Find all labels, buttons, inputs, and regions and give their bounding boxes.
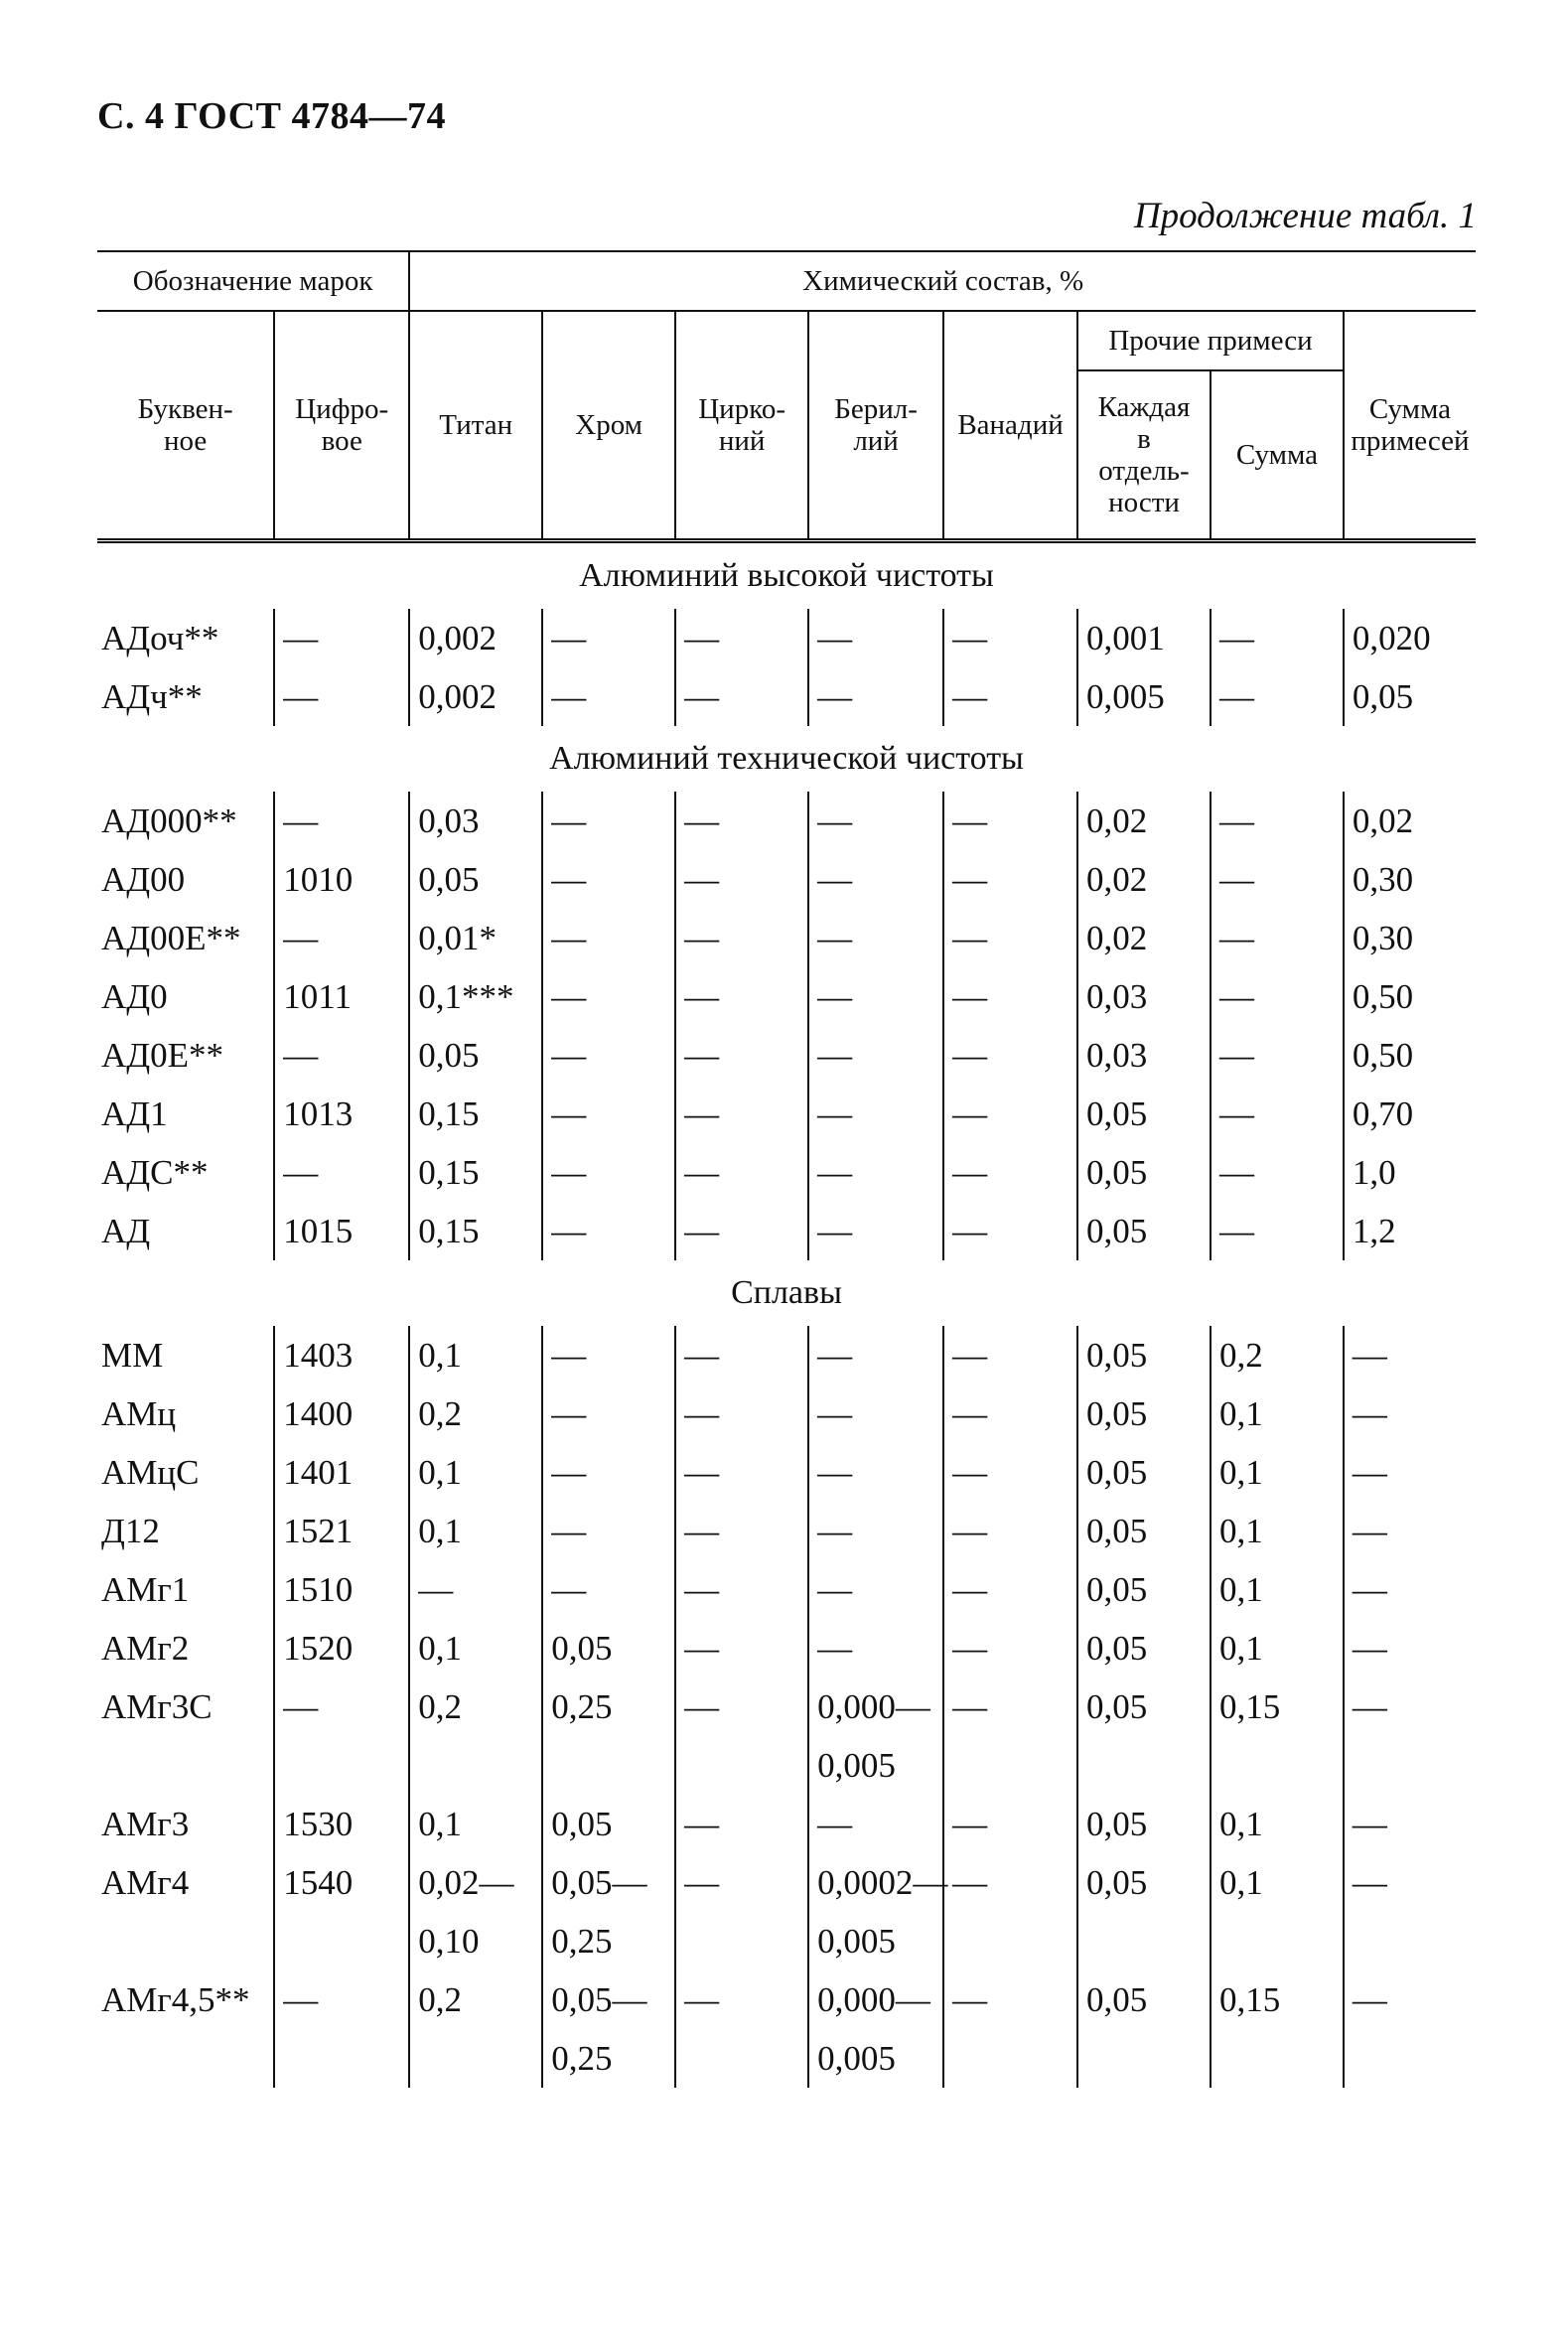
cell-vanadium: — bbox=[943, 1143, 1077, 1202]
section-title: Алюминий высокой чистоты bbox=[579, 557, 994, 594]
cell-chromium: 0,25 bbox=[542, 1912, 675, 1970]
table-row bbox=[97, 1443, 1476, 1502]
section-header-row bbox=[97, 726, 1476, 792]
cell-vanadium: — bbox=[943, 1677, 1077, 1736]
table-row bbox=[97, 909, 1476, 967]
cell-zirconium: — bbox=[675, 1202, 808, 1260]
cell-chromium: — bbox=[542, 909, 675, 967]
table-row bbox=[97, 1736, 1476, 1795]
table-row bbox=[97, 1560, 1476, 1619]
cell-each-separately: 0,02 bbox=[1077, 850, 1211, 909]
cell-sum-impurities bbox=[1344, 1736, 1476, 1795]
cell-letter: Д12 bbox=[101, 1511, 160, 1550]
table-row bbox=[97, 1143, 1476, 1202]
cell-digital: 1401 bbox=[274, 1443, 409, 1502]
cell-titanium: 0,1 bbox=[409, 1326, 542, 1385]
cell-sum-impurities: 1,0 bbox=[1344, 1143, 1476, 1202]
cell-sum: 0,1 bbox=[1211, 1853, 1344, 1912]
cell-beryllium: 0,005 bbox=[808, 1736, 943, 1795]
header-each-separately: Каждая в отдель- ности bbox=[1077, 370, 1211, 541]
cell-each-separately: 0,05 bbox=[1077, 1085, 1211, 1143]
cell-vanadium: — bbox=[943, 1795, 1077, 1853]
cell-zirconium: — bbox=[675, 1677, 808, 1736]
cell-digital: 1530 bbox=[274, 1795, 409, 1853]
cell-vanadium: — bbox=[943, 1502, 1077, 1560]
cell-sum-impurities: — bbox=[1344, 1443, 1476, 1502]
cell-chromium: 0,05 bbox=[542, 1619, 675, 1677]
table-row bbox=[97, 609, 1476, 667]
cell-letter bbox=[97, 1912, 274, 1970]
cell-titanium: 0,15 bbox=[409, 1143, 542, 1202]
cell-sum-impurities: 0,020 bbox=[1344, 609, 1476, 667]
cell-each-separately: 0,05 bbox=[1077, 1502, 1211, 1560]
cell-digital: — bbox=[274, 909, 409, 967]
cell-sum: 0,1 bbox=[1211, 1502, 1344, 1560]
cell-digital: 1013 bbox=[274, 1085, 409, 1143]
cell-beryllium: — bbox=[808, 1143, 943, 1202]
cell-each-separately: 0,03 bbox=[1077, 967, 1211, 1026]
cell-chromium: — bbox=[542, 1326, 675, 1385]
table-row bbox=[97, 1970, 1476, 2029]
cell-sum-impurities bbox=[1344, 2029, 1476, 2088]
cell-digital: 1400 bbox=[274, 1385, 409, 1443]
cell-digital: — bbox=[274, 1026, 409, 1085]
cell-each-separately: 0,05 bbox=[1077, 1853, 1211, 1912]
table-row bbox=[97, 1677, 1476, 1736]
cell-digital: — bbox=[274, 792, 409, 850]
cell-titanium: 0,1 bbox=[409, 1443, 542, 1502]
cell-letter bbox=[97, 1736, 274, 1795]
cell-sum bbox=[1211, 1912, 1344, 1970]
cell-chromium: 0,05— bbox=[542, 1853, 675, 1912]
cell-each-separately: 0,02 bbox=[1077, 909, 1211, 967]
cell-each-separately: 0,05 bbox=[1077, 1202, 1211, 1260]
cell-vanadium: — bbox=[943, 909, 1077, 967]
cell-digital: — bbox=[274, 609, 409, 667]
cell-zirconium: — bbox=[675, 1795, 808, 1853]
table-row bbox=[97, 1502, 1476, 1560]
cell-vanadium: — bbox=[943, 792, 1077, 850]
cell-chromium: — bbox=[542, 1443, 675, 1502]
cell-digital: 1540 bbox=[274, 1853, 409, 1912]
cell-sum: — bbox=[1211, 1085, 1344, 1143]
header-vanadium: Ванадий bbox=[943, 311, 1077, 541]
cell-each-separately: 0,05 bbox=[1077, 1443, 1211, 1502]
cell-vanadium: — bbox=[943, 667, 1077, 726]
cell-digital: 1015 bbox=[274, 1202, 409, 1260]
header-beryllium: Берил- лий bbox=[808, 311, 943, 541]
cell-letter: АДоч** bbox=[101, 618, 219, 657]
cell-digital bbox=[274, 2029, 409, 2088]
cell-each-separately bbox=[1077, 1736, 1211, 1795]
cell-beryllium: — bbox=[808, 1085, 943, 1143]
section-header-row bbox=[97, 1260, 1476, 1326]
cell-each-separately: 0,005 bbox=[1077, 667, 1211, 726]
cell-beryllium: — bbox=[808, 1619, 943, 1677]
cell-each-separately: 0,05 bbox=[1077, 1326, 1211, 1385]
cell-sum: — bbox=[1211, 792, 1344, 850]
cell-sum: 0,1 bbox=[1211, 1619, 1344, 1677]
cell-vanadium: — bbox=[943, 1326, 1077, 1385]
cell-beryllium: 0,005 bbox=[808, 1912, 943, 1970]
cell-letter: АМг4 bbox=[101, 1862, 190, 1902]
cell-chromium: 0,25 bbox=[542, 2029, 675, 2088]
cell-titanium: 0,03 bbox=[409, 792, 542, 850]
cell-zirconium: — bbox=[675, 850, 808, 909]
cell-titanium: 0,1 bbox=[409, 1502, 542, 1560]
cell-chromium: — bbox=[542, 609, 675, 667]
cell-titanium: 0,002 bbox=[409, 609, 542, 667]
cell-digital: — bbox=[274, 1970, 409, 2029]
cell-zirconium bbox=[675, 2029, 808, 2088]
cell-vanadium: — bbox=[943, 1202, 1077, 1260]
cell-digital: 1403 bbox=[274, 1326, 409, 1385]
cell-vanadium: — bbox=[943, 1970, 1077, 2029]
cell-titanium bbox=[409, 1736, 542, 1795]
cell-letter: АМг3С bbox=[101, 1686, 213, 1726]
cell-beryllium: — bbox=[808, 1326, 943, 1385]
cell-vanadium bbox=[943, 1912, 1077, 1970]
cell-vanadium: — bbox=[943, 967, 1077, 1026]
header-titanium: Титан bbox=[409, 311, 542, 541]
cell-zirconium: — bbox=[675, 1085, 808, 1143]
cell-beryllium: — bbox=[808, 1795, 943, 1853]
cell-digital bbox=[274, 1912, 409, 1970]
cell-sum-impurities: 0,05 bbox=[1344, 667, 1476, 726]
cell-sum: — bbox=[1211, 667, 1344, 726]
cell-digital: 1521 bbox=[274, 1502, 409, 1560]
cell-vanadium: — bbox=[943, 609, 1077, 667]
cell-letter: АД0 bbox=[101, 976, 168, 1016]
cell-sum: 0,1 bbox=[1211, 1560, 1344, 1619]
cell-each-separately: 0,02 bbox=[1077, 792, 1211, 850]
cell-beryllium: 0,000— bbox=[808, 1677, 943, 1736]
cell-titanium: 0,05 bbox=[409, 1026, 542, 1085]
cell-titanium: 0,05 bbox=[409, 850, 542, 909]
cell-zirconium: — bbox=[675, 1502, 808, 1560]
cell-each-separately: 0,05 bbox=[1077, 1677, 1211, 1736]
cell-digital: 1011 bbox=[274, 967, 409, 1026]
cell-sum-impurities bbox=[1344, 1912, 1476, 1970]
cell-each-separately: 0,05 bbox=[1077, 1795, 1211, 1853]
header-sum: Сумма bbox=[1211, 370, 1344, 541]
cell-beryllium: 0,005 bbox=[808, 2029, 943, 2088]
cell-vanadium: — bbox=[943, 1619, 1077, 1677]
cell-chromium: — bbox=[542, 967, 675, 1026]
cell-titanium: 0,1 bbox=[409, 1795, 542, 1853]
cell-zirconium: — bbox=[675, 792, 808, 850]
cell-digital: — bbox=[274, 1677, 409, 1736]
table-row bbox=[97, 1385, 1476, 1443]
cell-letter: АМцС bbox=[101, 1452, 200, 1492]
cell-zirconium: — bbox=[675, 1619, 808, 1677]
cell-titanium: 0,2 bbox=[409, 1970, 542, 2029]
table-row bbox=[97, 1326, 1476, 1385]
cell-sum-impurities: 0,30 bbox=[1344, 850, 1476, 909]
cell-chromium: — bbox=[542, 792, 675, 850]
cell-letter: АДч** bbox=[101, 676, 203, 716]
cell-titanium: 0,002 bbox=[409, 667, 542, 726]
cell-titanium: 0,02— bbox=[409, 1853, 542, 1912]
cell-sum-impurities: — bbox=[1344, 1853, 1476, 1912]
cell-zirconium: — bbox=[675, 1560, 808, 1619]
cell-vanadium: — bbox=[943, 1026, 1077, 1085]
cell-chromium: 0,05— bbox=[542, 1970, 675, 2029]
cell-beryllium: — bbox=[808, 909, 943, 967]
cell-letter: АМг3 bbox=[101, 1804, 190, 1843]
cell-digital: 1010 bbox=[274, 850, 409, 909]
table-row bbox=[97, 1853, 1476, 1912]
table-row bbox=[97, 1202, 1476, 1260]
cell-zirconium: — bbox=[675, 1853, 808, 1912]
cell-beryllium: — bbox=[808, 1026, 943, 1085]
cell-beryllium: — bbox=[808, 667, 943, 726]
cell-sum: — bbox=[1211, 967, 1344, 1026]
cell-digital bbox=[274, 1736, 409, 1795]
table-row bbox=[97, 967, 1476, 1026]
cell-sum-impurities: — bbox=[1344, 1795, 1476, 1853]
table-row bbox=[97, 1912, 1476, 1970]
cell-sum: — bbox=[1211, 1026, 1344, 1085]
cell-chromium: — bbox=[542, 1560, 675, 1619]
cell-sum: 0,1 bbox=[1211, 1795, 1344, 1853]
cell-sum bbox=[1211, 1736, 1344, 1795]
cell-sum-impurities: — bbox=[1344, 1619, 1476, 1677]
cell-sum-impurities: 0,50 bbox=[1344, 1026, 1476, 1085]
cell-letter: АД bbox=[101, 1211, 151, 1250]
cell-zirconium: — bbox=[675, 1385, 808, 1443]
table-row bbox=[97, 792, 1476, 850]
cell-titanium bbox=[409, 2029, 542, 2088]
cell-letter: АМг4,5** bbox=[101, 1979, 250, 2019]
cell-sum: — bbox=[1211, 909, 1344, 967]
cell-titanium: 0,2 bbox=[409, 1677, 542, 1736]
cell-beryllium: — bbox=[808, 967, 943, 1026]
cell-letter: АМг2 bbox=[101, 1628, 190, 1668]
cell-sum: — bbox=[1211, 1143, 1344, 1202]
cell-chromium: — bbox=[542, 850, 675, 909]
cell-each-separately: 0,001 bbox=[1077, 609, 1211, 667]
cell-zirconium: — bbox=[675, 967, 808, 1026]
header-chromium: Хром bbox=[542, 311, 675, 541]
cell-letter: АМг1 bbox=[101, 1569, 190, 1609]
cell-each-separately bbox=[1077, 1912, 1211, 1970]
cell-chromium: — bbox=[542, 1202, 675, 1260]
cell-each-separately: 0,05 bbox=[1077, 1560, 1211, 1619]
cell-letter: АД0Е** bbox=[101, 1035, 224, 1075]
cell-titanium: 0,10 bbox=[409, 1912, 542, 1970]
cell-sum-impurities: 1,2 bbox=[1344, 1202, 1476, 1260]
cell-titanium: 0,01* bbox=[409, 909, 542, 967]
cell-sum-impurities: — bbox=[1344, 1502, 1476, 1560]
cell-sum: 0,1 bbox=[1211, 1443, 1344, 1502]
cell-vanadium: — bbox=[943, 850, 1077, 909]
cell-letter: АД00 bbox=[101, 859, 186, 899]
cell-titanium: 0,15 bbox=[409, 1085, 542, 1143]
cell-vanadium: — bbox=[943, 1560, 1077, 1619]
cell-zirconium: — bbox=[675, 1026, 808, 1085]
cell-titanium: 0,1*** bbox=[409, 967, 542, 1026]
cell-sum: — bbox=[1211, 1202, 1344, 1260]
cell-zirconium: — bbox=[675, 609, 808, 667]
cell-each-separately: 0,03 bbox=[1077, 1026, 1211, 1085]
cell-titanium: 0,1 bbox=[409, 1619, 542, 1677]
cell-vanadium: — bbox=[943, 1443, 1077, 1502]
cell-zirconium: — bbox=[675, 1443, 808, 1502]
cell-sum: 0,1 bbox=[1211, 1385, 1344, 1443]
cell-beryllium: — bbox=[808, 1560, 943, 1619]
cell-chromium: — bbox=[542, 667, 675, 726]
cell-beryllium: — bbox=[808, 850, 943, 909]
table-row bbox=[97, 667, 1476, 726]
section-title: Сплавы bbox=[731, 1274, 842, 1311]
cell-zirconium bbox=[675, 1912, 808, 1970]
cell-letter bbox=[97, 2029, 274, 2088]
cell-letter: АД000** bbox=[101, 801, 237, 840]
cell-letter: АДС** bbox=[101, 1152, 209, 1192]
header-digital: Цифро- вое bbox=[274, 311, 409, 541]
cell-sum-impurities: 0,70 bbox=[1344, 1085, 1476, 1143]
cell-sum-impurities: 0,50 bbox=[1344, 967, 1476, 1026]
cell-each-separately bbox=[1077, 2029, 1211, 2088]
cell-zirconium: — bbox=[675, 1970, 808, 2029]
section-header-row bbox=[97, 541, 1476, 610]
section-title: Алюминий технической чистоты bbox=[549, 740, 1024, 777]
page-header: С. 4 ГОСТ 4784—74 bbox=[97, 95, 446, 137]
cell-beryllium: — bbox=[808, 1502, 943, 1560]
cell-sum-impurities: 0,30 bbox=[1344, 909, 1476, 967]
composition-table bbox=[97, 250, 1476, 2088]
cell-vanadium: — bbox=[943, 1385, 1077, 1443]
header-other-impurities: Прочие примеси bbox=[1077, 311, 1344, 370]
cell-titanium: 0,2 bbox=[409, 1385, 542, 1443]
cell-sum-impurities: — bbox=[1344, 1326, 1476, 1385]
cell-letter: АД1 bbox=[101, 1093, 168, 1133]
cell-vanadium bbox=[943, 2029, 1077, 2088]
cell-chromium: — bbox=[542, 1385, 675, 1443]
cell-sum-impurities: — bbox=[1344, 1677, 1476, 1736]
cell-sum: — bbox=[1211, 609, 1344, 667]
cell-sum: — bbox=[1211, 850, 1344, 909]
cell-sum-impurities: — bbox=[1344, 1560, 1476, 1619]
cell-zirconium: — bbox=[675, 1143, 808, 1202]
header-chemical-composition: Химический состав, % bbox=[409, 251, 1476, 311]
cell-digital: 1520 bbox=[274, 1619, 409, 1677]
cell-sum bbox=[1211, 2029, 1344, 2088]
header-letter: Буквен- ное bbox=[97, 311, 274, 541]
cell-beryllium: 0,000— bbox=[808, 1970, 943, 2029]
cell-beryllium: — bbox=[808, 1385, 943, 1443]
cell-chromium: — bbox=[542, 1502, 675, 1560]
table-row bbox=[97, 1026, 1476, 1085]
header-zirconium: Цирко- ний bbox=[675, 311, 808, 541]
cell-titanium: 0,15 bbox=[409, 1202, 542, 1260]
cell-chromium bbox=[542, 1736, 675, 1795]
cell-zirconium: — bbox=[675, 667, 808, 726]
cell-each-separately: 0,05 bbox=[1077, 1143, 1211, 1202]
cell-zirconium bbox=[675, 1736, 808, 1795]
cell-beryllium: — bbox=[808, 1443, 943, 1502]
cell-each-separately: 0,05 bbox=[1077, 1385, 1211, 1443]
cell-vanadium: — bbox=[943, 1085, 1077, 1143]
cell-each-separately: 0,05 bbox=[1077, 1970, 1211, 2029]
cell-sum-impurities: — bbox=[1344, 1385, 1476, 1443]
cell-sum: 0,15 bbox=[1211, 1970, 1344, 2029]
cell-vanadium bbox=[943, 1736, 1077, 1795]
cell-chromium: — bbox=[542, 1143, 675, 1202]
cell-chromium: 0,05 bbox=[542, 1795, 675, 1853]
cell-zirconium: — bbox=[675, 909, 808, 967]
cell-chromium: — bbox=[542, 1085, 675, 1143]
cell-beryllium: — bbox=[808, 792, 943, 850]
cell-letter: АД00Е** bbox=[101, 918, 241, 957]
cell-sum-impurities: — bbox=[1344, 1970, 1476, 2029]
cell-beryllium: 0,0002— bbox=[808, 1853, 943, 1912]
header-sum-impurities: Сумма примесей bbox=[1344, 311, 1476, 541]
table-row bbox=[97, 850, 1476, 909]
cell-letter: АМц bbox=[101, 1393, 177, 1433]
table-row bbox=[97, 1085, 1476, 1143]
cell-digital: — bbox=[274, 1143, 409, 1202]
cell-beryllium: — bbox=[808, 1202, 943, 1260]
cell-vanadium: — bbox=[943, 1853, 1077, 1912]
cell-digital: 1510 bbox=[274, 1560, 409, 1619]
table-row bbox=[97, 1795, 1476, 1853]
cell-chromium: — bbox=[542, 1026, 675, 1085]
cell-titanium: — bbox=[409, 1560, 542, 1619]
cell-sum-impurities: 0,02 bbox=[1344, 792, 1476, 850]
cell-sum: 0,15 bbox=[1211, 1677, 1344, 1736]
table-row bbox=[97, 1619, 1476, 1677]
table-row bbox=[97, 2029, 1476, 2088]
cell-each-separately: 0,05 bbox=[1077, 1619, 1211, 1677]
cell-sum: 0,2 bbox=[1211, 1326, 1344, 1385]
cell-digital: — bbox=[274, 667, 409, 726]
table-header bbox=[97, 251, 1476, 541]
cell-chromium: 0,25 bbox=[542, 1677, 675, 1736]
cell-letter: ММ bbox=[101, 1335, 164, 1375]
header-grade-designation: Обозначение марок bbox=[97, 251, 409, 311]
table-body bbox=[97, 541, 1476, 2089]
cell-zirconium: — bbox=[675, 1326, 808, 1385]
table-continuation-note: Продолжение табл. 1 bbox=[1133, 196, 1477, 236]
cell-beryllium: — bbox=[808, 609, 943, 667]
